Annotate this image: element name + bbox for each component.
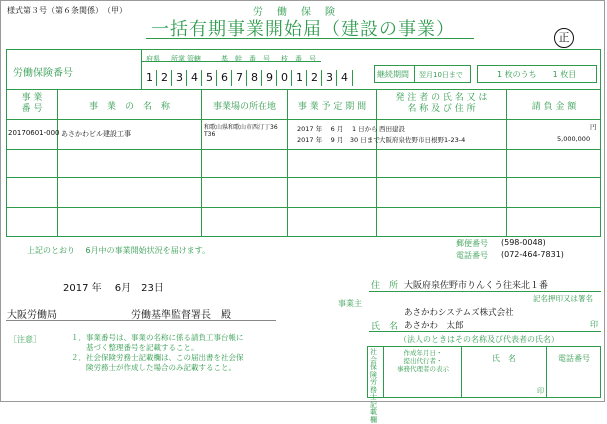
insurance-digit: 2 xyxy=(306,70,322,86)
insurance-digit: 3 xyxy=(171,70,187,86)
insurance-digit: 7 xyxy=(231,70,247,86)
col-pref-label: 府県 xyxy=(146,55,160,63)
postal-label: 郵便番号 xyxy=(456,239,488,248)
phone-label: 電話番号 xyxy=(456,251,488,260)
header-amount: 請 負 金 額 xyxy=(531,102,577,112)
seal-note: 記名押印又は署名 xyxy=(533,294,593,303)
employer-name: あさかわ 太郎 xyxy=(404,321,464,331)
employer-section-label: 事業主 xyxy=(338,299,362,308)
header-number: 事 業 番 号 xyxy=(21,93,43,114)
employer-company: あさかわシステムズ株式会社 xyxy=(404,308,514,318)
col-kind-label: 所掌 xyxy=(171,55,185,63)
row-start: 2017 年 6 月 1 日から xyxy=(297,125,378,133)
title-underline xyxy=(146,38,474,39)
statement: 上記のとおり 6月中の事業開始状況を届けます。 xyxy=(27,246,210,255)
labor-bureau: 大阪労働局 xyxy=(7,310,57,321)
form-title: 一括有期事業開始届（建設の事業） xyxy=(151,19,455,40)
address-label: 住 所 xyxy=(371,281,399,291)
insurance-digit: 6 xyxy=(216,70,232,86)
header-orderer: 発 注 者 の 氏 名 又 は 名 称 及 び 住 所 xyxy=(395,93,488,114)
col-admin-label: 管轄 xyxy=(187,55,201,63)
notes-text xyxy=(71,333,244,373)
note-line: ２．社会保険労務士記載欄は、この届出書を社会保 xyxy=(71,353,244,362)
note-line: 険労務士が作成した場合のみ記載すること。 xyxy=(71,363,236,372)
pages-text: 1 枚のうち 1 枚目 xyxy=(497,70,577,79)
row-number: 20170601-000 xyxy=(8,129,60,137)
office-head: 労働基準監督署長 殿 xyxy=(131,310,231,321)
sharoushi-col3: 電話番号 xyxy=(558,354,590,363)
col-branch-label: 枝 番 号 xyxy=(281,55,316,63)
row-end: 2017 年 9 月 30 日まで xyxy=(297,136,380,144)
header-period: 事 業 予 定 期 間 xyxy=(297,102,367,112)
row-location: 和歌山県和歌山市西汀丁36 xyxy=(204,124,278,131)
insurance-digit: 1 xyxy=(291,70,307,86)
period-value: 翌月10日まで xyxy=(419,71,463,79)
sharoushi-seal: 印 xyxy=(537,387,544,395)
sharoushi-col1: 作成年月日・ 提出代行者・ 事務代理者の表示 xyxy=(397,349,449,373)
insurance-digit: 5 xyxy=(201,70,217,86)
notes-label: ［注意］ xyxy=(9,335,41,344)
header-location: 事業場の所在地 xyxy=(212,102,276,112)
period-label: 継続期間 xyxy=(377,70,409,79)
row-location-2: T36 xyxy=(204,131,216,138)
employer-address: 大阪府泉佐野市りんくう往来北１番 xyxy=(404,281,549,291)
note-line: 基づく整理番号を記載すること。 xyxy=(71,343,199,352)
insurance-number-label: 労働保険番号 xyxy=(13,68,73,79)
sharoushi-col2: 氏 名 xyxy=(492,354,516,363)
row-orderer-address: 大阪府泉佐野市日根野1-23-4 xyxy=(379,136,466,144)
insurance-digit: 9 xyxy=(261,70,277,86)
name-label: 氏 名 xyxy=(371,322,399,332)
row-orderer-name: 西田建設 xyxy=(379,125,405,133)
insurance-digit: 3 xyxy=(321,70,337,86)
row-amount-unit: 円 xyxy=(590,123,597,131)
original-seal-mark: 正 xyxy=(554,28,574,48)
postal-value: (598-0048) xyxy=(501,238,546,247)
form-subtitle: 労 働 保 険 xyxy=(253,7,337,18)
header-name: 事 業 の 名 称 xyxy=(88,102,170,112)
sharoushi-side-label: 社会保険労務士記載欄 xyxy=(370,348,377,424)
note-line: １．事業番号は、事業の名称に係る請負工事台帳に xyxy=(71,333,244,342)
insurance-digit: 4 xyxy=(186,70,202,86)
col-base-label: 基 幹 番 号 xyxy=(221,55,270,63)
row-amount: 5,000,000 xyxy=(557,135,591,143)
form-id: 様式第３号（第６条関係） （甲） xyxy=(7,6,127,15)
insurance-digit: 0 xyxy=(276,70,292,86)
insurance-digit: 8 xyxy=(246,70,262,86)
corporate-note: （法人のときはその名称及び代表者の氏名） xyxy=(399,335,559,344)
insurance-digit: 4 xyxy=(336,70,353,86)
insurance-digit: 2 xyxy=(156,70,172,86)
row-name: あさかわビル建設工事 xyxy=(61,130,131,138)
insurance-digit: 1 xyxy=(141,70,157,86)
submit-date: 2017 年 6月 23日 xyxy=(63,283,164,294)
employer-seal: 印 xyxy=(590,320,598,329)
phone-value: (072-464-7831) xyxy=(501,250,564,259)
